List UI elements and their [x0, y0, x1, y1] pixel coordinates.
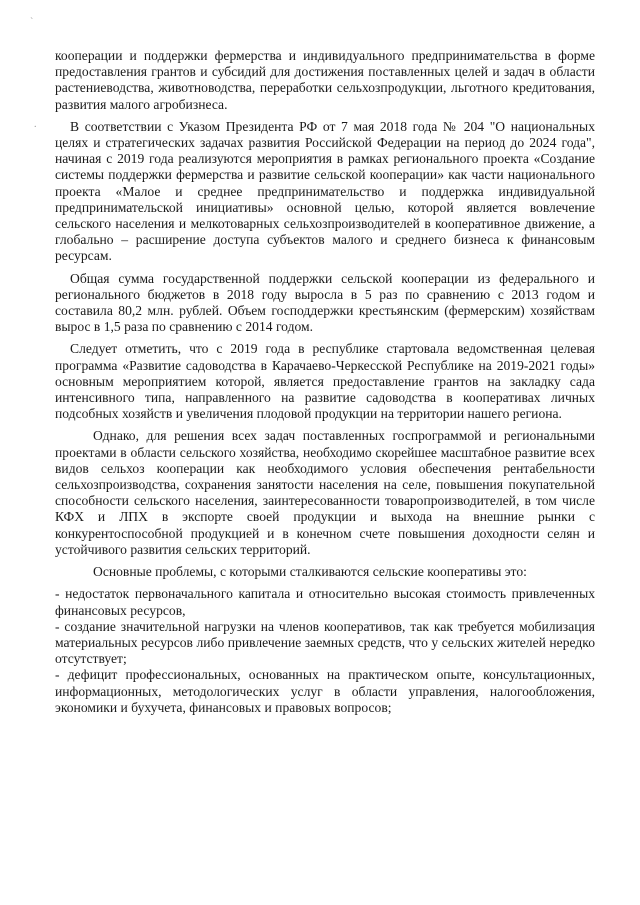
list-item: - недостаток первоначального капитала и относительно высокая стоимость привлеченных финансовых ресурсов,: [55, 586, 595, 618]
paragraph-state-support-sum: Общая сумма государственной поддержки сельской кооперации из федерального и регионального бюджетов в 2018 году выросла в 5 раз по сравнению с 2013 годом и составила 80,2 млн. рублей. Объем господдержки крестьянским (фермерским) хозяйствам вырос в 1,5 раза по сравнению с 2014 годом.: [55, 270, 595, 335]
list-item: - создание значительной нагрузки на членов кооперативов, так как требуется мобилизация материальных ресурсов либо привлечение заемных средств, что у сельских жителей нередко отсутствует;: [55, 618, 595, 667]
paragraph-cooperation-support: кооперации и поддержки фермерства и индивидуального предпринимательства в форме предоставления грантов и субсидий для достижения поставленных целей и задач в области растениеводства, животноводства, переработки сельхозпродукции, льготного кредитования, развития малого агробизнеса.: [55, 48, 595, 112]
list-item: - дефицит профессиональных, основанных на практическом опыте, консультационных, информационных, методологических услуг в области управления, налогообложения, экономики и бухучета, финансовых и правовых вопросов;: [55, 667, 595, 715]
problems-list: [55, 586, 595, 716]
paragraph-presidential-decree: В соответствии с Указом Президента РФ от 7 мая 2018 года № 204 "О национальных целях и стратегических задачах развития Российской Федерации на период до 2024 года", начиная с 2019 года реализуются мероприятия в рамках регионального проекта «Создание системы поддержки фермерства и развитие сельской кооперации» как части национального проекта «Малое и среднее предпринимательство и поддержка индивидуальной предпринимательской инициативы» основной целью, которой является вовлечение сельского населения и мелкотоварных сельхозпроизводителей в кооперативное движение, а глобально – расширение доступа субъектов малого и среднего бизнеса к финансовым ресурсам.: [55, 118, 595, 264]
scan-mark: .: [34, 119, 37, 130]
paragraph-however: Однако, для решения всех задач поставленных госпрограммой и региональными проектами в области сельского хозяйства, необходимо скорейшее масштабное развитие всех видов сельхоз кооперации как необходимого условия обеспечения рентабельности сельхозпроизводства, сохранения занятости населения на селе, повышения покупательной способности сельского населения, заинтересованности товаропроизводителей, в том числе КФХ и ЛПХ в экспорте своей продукции и выхода на внешние рынки с конкурентоспособной продукцией и в конечном счете повышения доходности селян и устойчивого развития сельских территорий.: [55, 428, 595, 557]
document-body: [55, 48, 595, 716]
paragraph-main-problems-intro: Основные проблемы, с которыми сталкиваются сельские кооперативы это:: [93, 564, 527, 580]
scan-mark: `: [30, 17, 34, 28]
paragraph-gardening-program: Следует отметить, что с 2019 года в республике стартовала ведомственная целевая программа «Развитие садоводства в Карачаево-Черкесской Республике на 2019-2021 годы» основным мероприятием которой, является предоставление грантов на закладку сада интенсивного типа, направленного на развитие садоводства в кооперативах личных подсобных хозяйств и увеличения плодовой продукции на территории нашего региона.: [55, 341, 595, 422]
